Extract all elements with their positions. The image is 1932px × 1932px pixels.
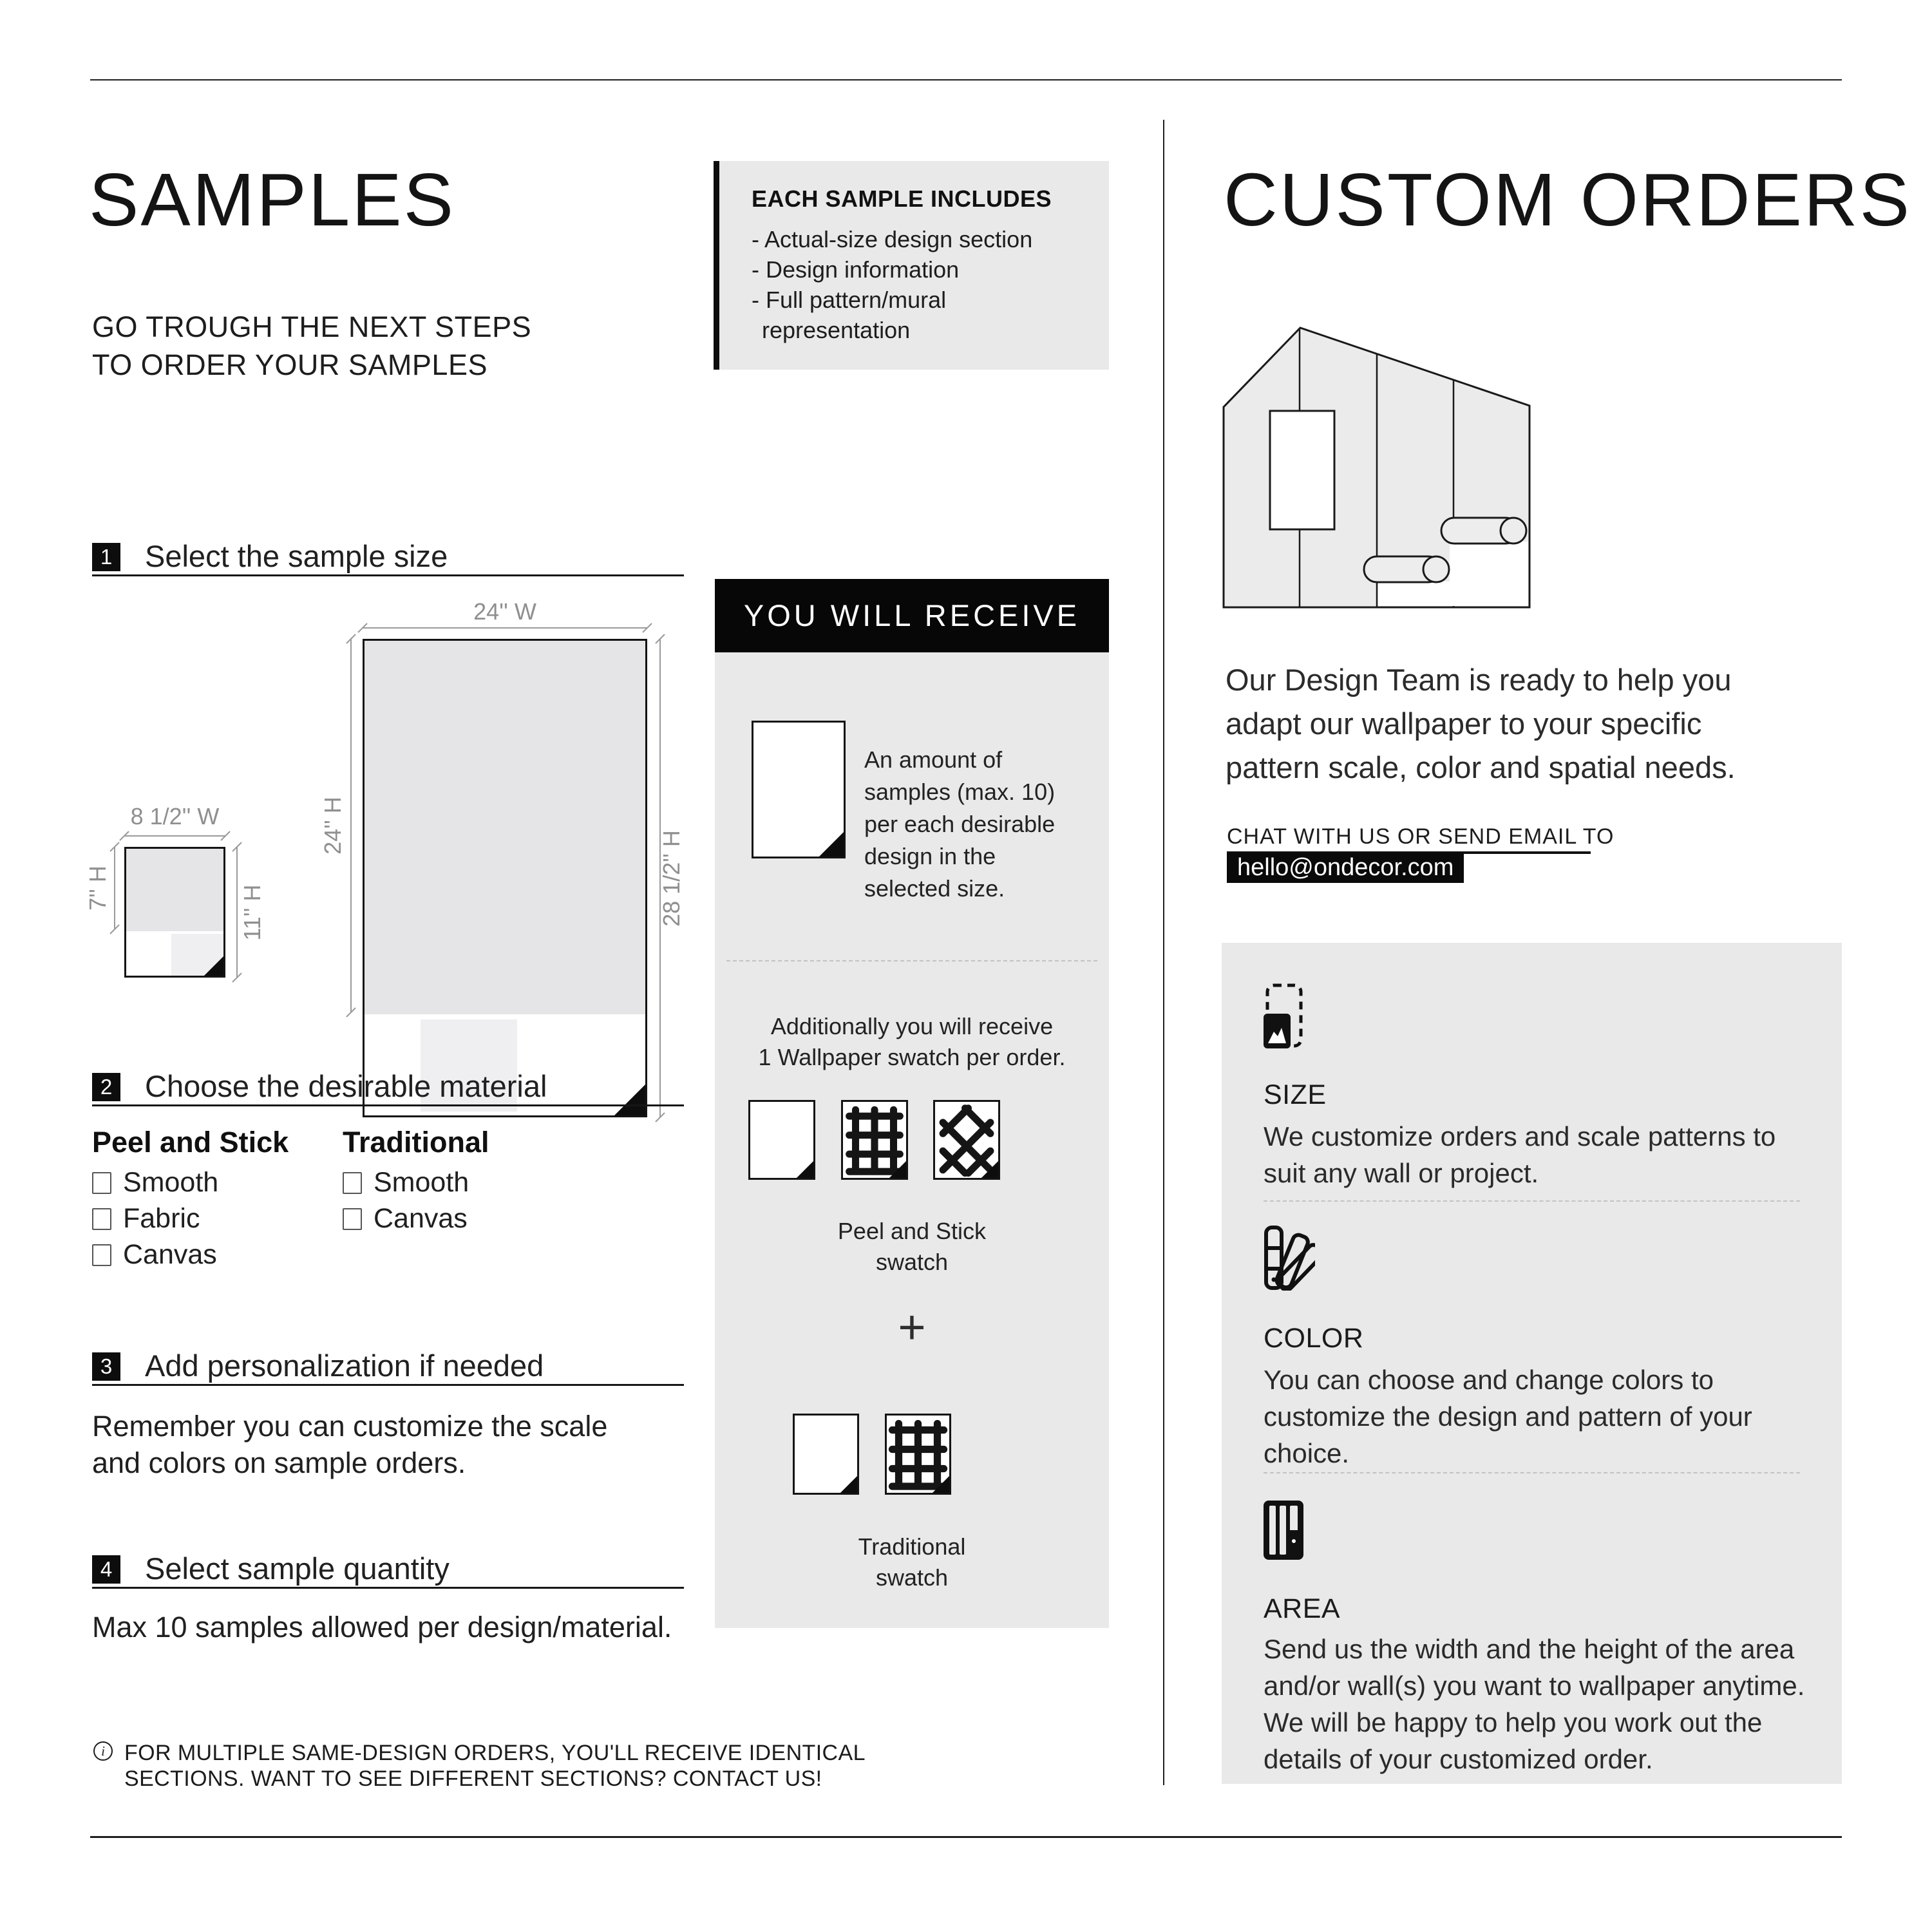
option-label: Canvas bbox=[123, 1239, 217, 1270]
checkbox-peel-fabric[interactable] bbox=[92, 1208, 111, 1230]
column-divider bbox=[1163, 120, 1164, 1785]
large-sample-inner-height-label: 24'' H bbox=[319, 797, 346, 855]
includes-item: representation bbox=[762, 317, 911, 343]
small-sample-outer-height-label: 11'' H bbox=[239, 884, 265, 941]
large-sample-width-label: 24'' W bbox=[473, 598, 536, 625]
step2-underline bbox=[92, 1104, 684, 1106]
material-peel-heading: Peel and Stick bbox=[92, 1126, 289, 1159]
large-sample-design-section bbox=[365, 641, 645, 1014]
step4-badge: 4 bbox=[92, 1555, 120, 1584]
includes-box-accent-bar bbox=[714, 161, 719, 370]
feature-divider bbox=[1264, 1472, 1800, 1473]
grid-pattern-glyph bbox=[887, 1416, 949, 1493]
option-label: Canvas bbox=[374, 1203, 468, 1234]
material-option-row bbox=[92, 1203, 200, 1235]
includes-item: - Design information bbox=[752, 256, 960, 283]
receive-main-line: design in the bbox=[864, 843, 996, 869]
traditional-swatch-label-line1: Traditional bbox=[858, 1533, 966, 1560]
samples-subtitle-line2: TO ORDER YOUR SAMPLES bbox=[92, 348, 488, 381]
color-swatchbook-icon bbox=[1264, 1225, 1315, 1291]
footnote-line2: SECTIONS. WANT TO SEE DIFFERENT SECTIONS? CONTACT US! bbox=[124, 1766, 822, 1791]
step3-title: Add personalization if needed bbox=[145, 1349, 544, 1383]
swatch-blank-icon bbox=[793, 1414, 859, 1495]
step1-title: Select the sample size bbox=[145, 539, 448, 573]
material-option-row bbox=[343, 1167, 469, 1198]
feature-divider bbox=[1264, 1200, 1800, 1202]
top-rule bbox=[90, 79, 1842, 80]
small-sample-width-label: 8 1/2'' W bbox=[130, 803, 220, 829]
feature-color-heading: COLOR bbox=[1264, 1323, 1364, 1354]
small-sample-design-section bbox=[126, 849, 223, 931]
option-label: Smooth bbox=[123, 1167, 219, 1198]
plus-sign: + bbox=[898, 1300, 926, 1354]
samples-title: SAMPLES bbox=[89, 158, 455, 242]
custom-orders-title: CUSTOM ORDERS bbox=[1224, 158, 1912, 242]
small-sample-diagram bbox=[124, 847, 225, 978]
receive-panel bbox=[715, 652, 1109, 1628]
receive-main-line: samples (max. 10) bbox=[864, 779, 1056, 805]
feature-size-heading: SIZE bbox=[1264, 1079, 1327, 1110]
material-option-row bbox=[92, 1239, 217, 1271]
includes-heading: EACH SAMPLE INCLUDES bbox=[752, 185, 1052, 212]
swatch-grid-icon bbox=[841, 1100, 908, 1180]
step4-text: Max 10 samples allowed per design/material. bbox=[92, 1611, 672, 1643]
receive-header-bar: YOU WILL RECEIVE bbox=[715, 579, 1109, 652]
step3-text-line1: Remember you can customize the scale bbox=[92, 1410, 608, 1443]
samples-subtitle-line1: GO TROUGH THE NEXT STEPS bbox=[92, 310, 532, 343]
step1-badge: 1 bbox=[92, 543, 120, 571]
large-sample-outer-height-label: 28 1/2'' H bbox=[658, 830, 685, 927]
option-label: Fabric bbox=[123, 1203, 200, 1234]
footnote-line1: FOR MULTIPLE SAME-DESIGN ORDERS, YOU'LL RECEIVE IDENTICAL bbox=[124, 1741, 866, 1765]
area-wall-door-icon bbox=[1264, 1501, 1303, 1560]
receive-additional-line2: 1 Wallpaper swatch per order. bbox=[758, 1044, 1066, 1070]
includes-box bbox=[719, 161, 1109, 370]
sample-sheet-icon bbox=[752, 721, 846, 858]
material-option-row bbox=[92, 1167, 218, 1198]
grid-pattern-glyph bbox=[843, 1102, 906, 1178]
info-icon: i bbox=[93, 1741, 113, 1761]
checkbox-peel-canvas[interactable] bbox=[92, 1244, 111, 1266]
swatch-fold-corner bbox=[797, 1161, 813, 1178]
step4-underline bbox=[92, 1587, 684, 1589]
step4-title: Select sample quantity bbox=[145, 1551, 450, 1586]
feature-area-text: Send us the width and the height of the area and/or wall(s) you want to wallpaper anytime. We will be happy to help you work out the details of your customized order. bbox=[1264, 1634, 1805, 1774]
small-sample-inner-height-label: 7'' H bbox=[84, 866, 111, 911]
receive-main-line: per each desirable bbox=[864, 811, 1056, 837]
step2-title: Choose the desirable material bbox=[145, 1069, 547, 1103]
email-badge[interactable]: hello@ondecor.com bbox=[1227, 853, 1464, 883]
peel-swatch-label-line1: Peel and Stick bbox=[837, 1218, 987, 1244]
large-sample-fold-corner bbox=[614, 1084, 645, 1115]
checkbox-peel-smooth[interactable] bbox=[92, 1172, 111, 1194]
material-traditional-heading: Traditional bbox=[343, 1126, 489, 1159]
house-wallpaper-illustration bbox=[1220, 322, 1536, 612]
receive-additional-line1: Additionally you will receive bbox=[770, 1013, 1054, 1039]
option-label: Smooth bbox=[374, 1167, 469, 1198]
bottom-rule bbox=[90, 1836, 1842, 1838]
feature-area-heading: AREA bbox=[1264, 1593, 1341, 1624]
swatch-crosshatch-icon bbox=[933, 1100, 1000, 1180]
step3-underline bbox=[92, 1384, 684, 1386]
checkbox-traditional-canvas[interactable] bbox=[343, 1208, 362, 1230]
swatch-blank-icon bbox=[748, 1100, 815, 1180]
receive-main-text bbox=[864, 744, 1055, 905]
large-sample-diagram bbox=[363, 639, 647, 1117]
traditional-swatch-label-line2: swatch bbox=[875, 1564, 949, 1591]
crosshatch-pattern-glyph bbox=[935, 1102, 998, 1178]
sheet-fold-corner bbox=[819, 832, 844, 857]
step2-badge: 2 bbox=[92, 1073, 120, 1101]
custom-features-panel bbox=[1222, 943, 1842, 1784]
step3-text-line2: and colors on sample orders. bbox=[92, 1446, 466, 1479]
size-crop-icon bbox=[1264, 983, 1303, 1048]
swatch-grid-icon bbox=[885, 1414, 951, 1495]
swatch-fold-corner bbox=[840, 1476, 857, 1493]
material-option-row bbox=[343, 1203, 468, 1235]
contact-label: CHAT WITH US OR SEND EMAIL TO bbox=[1227, 824, 1615, 849]
receive-divider bbox=[726, 960, 1097, 961]
peel-swatch-label-line2: swatch bbox=[875, 1249, 949, 1275]
feature-color-text: You can choose and change colors to customize the design and pattern of your choice. bbox=[1264, 1365, 1752, 1468]
receive-main-line: An amount of bbox=[864, 746, 1003, 773]
step3-badge: 3 bbox=[92, 1352, 120, 1381]
feature-size-text: We customize orders and scale patterns to suit any wall or project. bbox=[1264, 1121, 1776, 1188]
includes-item: - Actual-size design section bbox=[752, 226, 1033, 252]
checkbox-traditional-smooth[interactable] bbox=[343, 1172, 362, 1194]
step1-underline bbox=[92, 574, 684, 576]
custom-intro-text: Our Design Team is ready to help you adapt our wallpaper to your specific pattern scale, color and spatial needs. bbox=[1226, 663, 1736, 784]
includes-item: - Full pattern/mural bbox=[752, 287, 947, 313]
receive-main-line: selected size. bbox=[864, 875, 1005, 902]
